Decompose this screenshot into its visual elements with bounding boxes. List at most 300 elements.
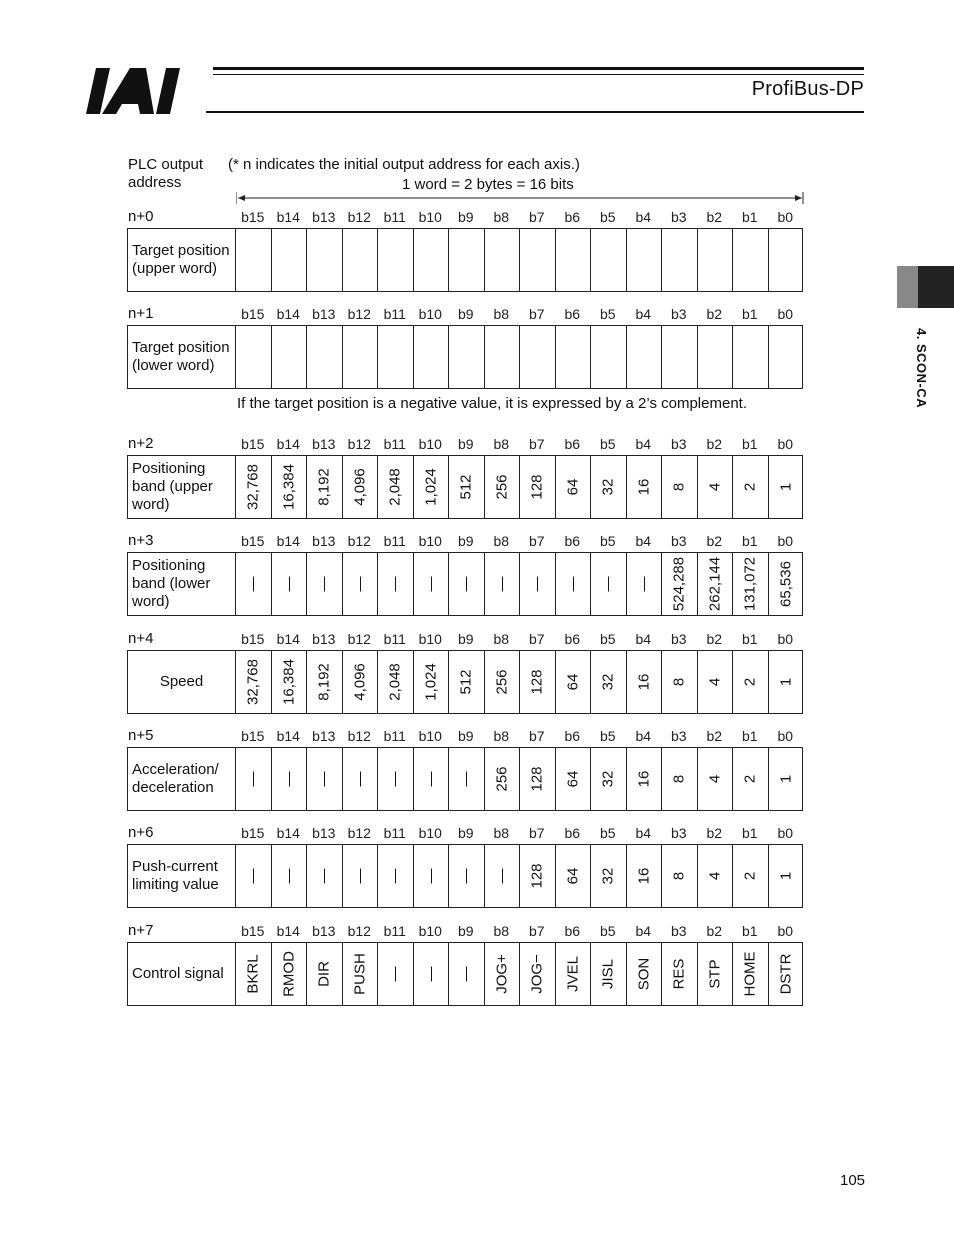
- bit-cell: [414, 456, 450, 518]
- word-size-note: 1 word = 2 bytes = 16 bits: [402, 176, 574, 193]
- register-name: Positioning band (upper word): [128, 456, 236, 518]
- bit-value: 16: [635, 770, 653, 788]
- bit-label: b5: [599, 825, 616, 841]
- bit-cell: [733, 748, 769, 810]
- bit-label: b7: [528, 923, 545, 939]
- bit-value: SON: [635, 957, 653, 991]
- bit-value: 4,096: [351, 663, 369, 701]
- bit-cell: [236, 748, 272, 810]
- bit-label: b3: [670, 923, 687, 939]
- bit-label: b11: [383, 631, 406, 647]
- bit-cell: [627, 229, 663, 291]
- bit-cell: [272, 651, 308, 713]
- bit-label: b11: [383, 825, 406, 841]
- bit-cell: [343, 748, 379, 810]
- bit-cell: [414, 748, 450, 810]
- address-offset-label: n+3: [128, 532, 154, 549]
- bit-label: b3: [670, 631, 687, 647]
- bit-label: b13: [312, 436, 336, 452]
- bit-cell: [698, 229, 734, 291]
- bit-label: b2: [706, 306, 723, 322]
- bit-label: b14: [276, 306, 300, 322]
- bit-value: 16: [635, 673, 653, 691]
- bit-label: b9: [457, 631, 474, 647]
- bit-label: b4: [635, 631, 652, 647]
- bit-label: b3: [670, 533, 687, 549]
- register-table: [127, 325, 803, 389]
- header-rule: [206, 111, 864, 113]
- register-name: Positioning band (lower word): [128, 553, 236, 615]
- bit-cell: [520, 553, 556, 615]
- bit-label: b1: [741, 728, 758, 744]
- bit-cell: [591, 943, 627, 1005]
- bit-cell: [378, 845, 414, 907]
- chapter-tab-marker: [918, 266, 954, 308]
- word-span-arrow: [236, 192, 804, 204]
- bit-value: JISL: [599, 958, 617, 990]
- bit-cell: [449, 326, 485, 388]
- bit-cell: [662, 229, 698, 291]
- header-rule: [213, 74, 864, 75]
- bit-label: b8: [493, 631, 510, 647]
- bit-cell: [556, 229, 592, 291]
- bit-label: b4: [635, 209, 652, 225]
- register-name: Speed: [128, 651, 236, 713]
- bit-value: 256: [493, 669, 511, 695]
- bit-label: b4: [635, 923, 652, 939]
- bit-label: b0: [777, 923, 794, 939]
- bit-cell: [236, 845, 272, 907]
- register-table: [127, 650, 803, 714]
- bit-value: 256: [493, 766, 511, 792]
- bit-value: 64: [564, 673, 582, 691]
- bit-label: b5: [599, 631, 616, 647]
- bit-label: b6: [564, 306, 581, 322]
- bit-value: —: [457, 576, 475, 592]
- bit-value: 512: [457, 669, 475, 695]
- bit-value: DSTR: [777, 953, 795, 995]
- bit-value: 4: [706, 482, 724, 492]
- bit-label: b2: [706, 436, 723, 452]
- bit-label: b4: [635, 436, 652, 452]
- bit-cell: [272, 748, 308, 810]
- bit-label: b12: [347, 728, 371, 744]
- bit-cell: [307, 229, 343, 291]
- bit-label: b10: [418, 306, 442, 322]
- bit-cell: [662, 651, 698, 713]
- address-offset-label: n+0: [128, 208, 154, 225]
- bit-cell: [662, 943, 698, 1005]
- bit-cell: [236, 553, 272, 615]
- bit-value: —: [244, 576, 262, 592]
- bit-cell: [662, 748, 698, 810]
- bit-label: b1: [741, 306, 758, 322]
- bit-cell: [662, 456, 698, 518]
- bit-cell: [449, 229, 485, 291]
- address-offset-label: n+4: [128, 630, 154, 647]
- bit-label: b3: [670, 728, 687, 744]
- bit-label: b7: [528, 631, 545, 647]
- bit-label: b10: [418, 533, 442, 549]
- bit-label: b10: [418, 825, 442, 841]
- bit-label: b5: [599, 533, 616, 549]
- bit-cell: [307, 456, 343, 518]
- bit-header-row: [126, 626, 804, 646]
- bit-cell: [556, 943, 592, 1005]
- bit-label: b15: [241, 923, 265, 939]
- bit-value: 128: [528, 863, 546, 889]
- bit-label: b12: [347, 436, 371, 452]
- bit-label: b1: [741, 825, 758, 841]
- bit-value: 8: [670, 482, 688, 492]
- bit-cell: [343, 943, 379, 1005]
- bit-cell: [591, 845, 627, 907]
- bit-value: 131,072: [741, 556, 759, 612]
- bit-cell: [627, 553, 663, 615]
- bit-value: 2: [741, 677, 759, 687]
- bit-label: b7: [528, 306, 545, 322]
- bit-label: b10: [418, 923, 442, 939]
- bit-label: b3: [670, 306, 687, 322]
- register-name: Control signal: [128, 943, 236, 1005]
- register-table: [127, 552, 803, 616]
- bit-value: 1,024: [422, 663, 440, 701]
- bit-label: b6: [564, 728, 581, 744]
- bit-label: b15: [241, 209, 265, 225]
- bit-label: b6: [564, 631, 581, 647]
- bit-label: b12: [347, 923, 371, 939]
- bit-value: JOG−: [528, 954, 546, 994]
- bit-label: b5: [599, 436, 616, 452]
- bit-label: b8: [493, 923, 510, 939]
- bit-cell: [414, 943, 450, 1005]
- bit-value: 8: [670, 677, 688, 687]
- bit-value: —: [386, 576, 404, 592]
- bit-label: b6: [564, 436, 581, 452]
- bit-cell: [627, 651, 663, 713]
- bit-value: —: [315, 868, 333, 884]
- bit-cell: [414, 553, 450, 615]
- bit-value: 32: [599, 867, 617, 885]
- bit-value: 128: [528, 474, 546, 500]
- bit-label: b9: [457, 306, 474, 322]
- bit-value: —: [280, 771, 298, 787]
- bit-value: 32: [599, 478, 617, 496]
- bit-cell: [378, 456, 414, 518]
- bit-cell: [378, 553, 414, 615]
- bit-value: 4,096: [351, 468, 369, 506]
- bit-cell: [307, 326, 343, 388]
- chapter-label: 4. SCON-CA: [914, 328, 929, 409]
- bit-label: b11: [383, 728, 406, 744]
- bit-value: 128: [528, 766, 546, 792]
- negative-value-note: If the target position is a negative value, it is expressed by a 2’s complement.: [237, 395, 747, 412]
- bit-cell: [556, 748, 592, 810]
- bit-label: b8: [493, 533, 510, 549]
- bit-value: —: [386, 868, 404, 884]
- bit-value: —: [493, 576, 511, 592]
- bit-value: —: [528, 576, 546, 592]
- bit-cell: [343, 326, 379, 388]
- bit-cell: [733, 456, 769, 518]
- bit-header-row: [126, 918, 804, 938]
- bit-value: —: [315, 771, 333, 787]
- bit-cell: [733, 943, 769, 1005]
- bit-cell: [272, 326, 308, 388]
- bit-label: b11: [383, 209, 406, 225]
- bit-label: b15: [241, 533, 265, 549]
- bit-cell: [307, 943, 343, 1005]
- bit-value: 2: [741, 871, 759, 881]
- bit-cell: [449, 943, 485, 1005]
- bit-label: b14: [276, 728, 300, 744]
- bit-label: b2: [706, 825, 723, 841]
- bit-label: b4: [635, 728, 652, 744]
- bit-label: b14: [276, 631, 300, 647]
- bit-cell: [769, 456, 805, 518]
- bit-header-row: [126, 820, 804, 840]
- bit-label: b12: [347, 631, 371, 647]
- bit-value: —: [422, 576, 440, 592]
- bit-label: b9: [457, 923, 474, 939]
- bit-value: 2,048: [386, 663, 404, 701]
- bit-label: b12: [347, 533, 371, 549]
- bit-cell: [378, 748, 414, 810]
- bit-cell: [485, 456, 521, 518]
- bit-label: b0: [777, 533, 794, 549]
- bit-label: b10: [418, 631, 442, 647]
- bit-cell: [698, 651, 734, 713]
- header-rule: [213, 67, 864, 70]
- bit-cell: [449, 456, 485, 518]
- bit-value: RMOD: [280, 951, 298, 997]
- bit-cell: [378, 326, 414, 388]
- bit-cell: [449, 553, 485, 615]
- bit-cell: [449, 748, 485, 810]
- bit-label: b13: [312, 533, 336, 549]
- bit-label: b11: [383, 923, 406, 939]
- bit-label: b14: [276, 825, 300, 841]
- bit-value: 1,024: [422, 468, 440, 506]
- bit-cell: [307, 845, 343, 907]
- bit-cell: [272, 229, 308, 291]
- bit-label: b2: [706, 631, 723, 647]
- bit-value: 524,288: [670, 556, 688, 612]
- bit-label: b9: [457, 436, 474, 452]
- bit-cell: [272, 553, 308, 615]
- bit-cell: [556, 326, 592, 388]
- bit-value: —: [386, 771, 404, 787]
- bit-label: b5: [599, 923, 616, 939]
- bit-cell: [378, 651, 414, 713]
- bit-cell: [520, 229, 556, 291]
- bit-label: b0: [777, 825, 794, 841]
- bit-value: 8,192: [315, 468, 333, 506]
- register-name: Push-current limiting value: [128, 845, 236, 907]
- bit-value: PUSH: [351, 953, 369, 995]
- bit-value: HOME: [741, 951, 759, 997]
- bit-header-row: [126, 723, 804, 743]
- bit-label: b4: [635, 306, 652, 322]
- bit-cell: [520, 456, 556, 518]
- bit-label: b9: [457, 825, 474, 841]
- bit-cell: [698, 943, 734, 1005]
- bit-label: b13: [312, 631, 336, 647]
- bit-label: b14: [276, 923, 300, 939]
- register-table: [127, 747, 803, 811]
- bit-label: b15: [241, 825, 265, 841]
- bit-cell: [449, 651, 485, 713]
- bit-cell: [520, 326, 556, 388]
- plc-output-address-label: PLC output address: [128, 156, 204, 191]
- bit-label: b8: [493, 306, 510, 322]
- register-table: [127, 455, 803, 519]
- address-offset-label: n+5: [128, 727, 154, 744]
- bit-cell: [733, 326, 769, 388]
- bit-cell: [627, 456, 663, 518]
- bit-value: BKRL: [244, 954, 262, 994]
- bit-cell: [627, 326, 663, 388]
- bit-value: —: [244, 868, 262, 884]
- bit-cell: [343, 553, 379, 615]
- bit-cell: [520, 651, 556, 713]
- bit-cell: [769, 651, 805, 713]
- bit-label: b6: [564, 923, 581, 939]
- bit-label: b0: [777, 728, 794, 744]
- register-name: Target position (lower word): [128, 326, 236, 388]
- bit-value: 262,144: [706, 556, 724, 612]
- bit-value: —: [351, 576, 369, 592]
- bit-label: b5: [599, 306, 616, 322]
- bit-label: b0: [777, 631, 794, 647]
- bit-cell: [236, 229, 272, 291]
- register-name: Acceleration/ deceleration: [128, 748, 236, 810]
- bit-label: b8: [493, 728, 510, 744]
- bit-label: b12: [347, 825, 371, 841]
- bit-label: b15: [241, 436, 265, 452]
- bit-cell: [591, 748, 627, 810]
- bit-cell: [520, 748, 556, 810]
- bit-cell: [520, 943, 556, 1005]
- bit-label: b1: [741, 436, 758, 452]
- bit-label: b9: [457, 533, 474, 549]
- bit-cell: [236, 943, 272, 1005]
- bit-value: RES: [670, 958, 688, 990]
- bit-label: b1: [741, 631, 758, 647]
- bit-label: b13: [312, 209, 336, 225]
- bit-label: b13: [312, 728, 336, 744]
- bit-cell: [414, 845, 450, 907]
- bit-cell: [236, 456, 272, 518]
- bit-label: b13: [312, 825, 336, 841]
- bit-cell: [414, 229, 450, 291]
- bit-value: —: [422, 868, 440, 884]
- bit-label: b4: [635, 533, 652, 549]
- bit-value: 512: [457, 474, 475, 500]
- bit-cell: [343, 456, 379, 518]
- bit-label: b13: [312, 923, 336, 939]
- bit-label: b13: [312, 306, 336, 322]
- bit-cell: [733, 553, 769, 615]
- bit-header-row: [126, 204, 804, 224]
- bit-label: b7: [528, 533, 545, 549]
- bit-cell: [591, 326, 627, 388]
- bit-value: 4: [706, 774, 724, 784]
- bit-label: b14: [276, 436, 300, 452]
- bit-cell: [733, 229, 769, 291]
- register-table: [127, 942, 803, 1006]
- bit-value: 8,192: [315, 663, 333, 701]
- bit-value: —: [599, 576, 617, 592]
- bit-label: b1: [741, 923, 758, 939]
- bit-cell: [307, 553, 343, 615]
- bit-cell: [520, 845, 556, 907]
- bit-label: b7: [528, 436, 545, 452]
- bit-value: 16,384: [280, 659, 298, 705]
- bit-label: b2: [706, 923, 723, 939]
- bit-label: b4: [635, 825, 652, 841]
- bit-value: 8: [670, 871, 688, 881]
- bit-cell: [698, 845, 734, 907]
- bit-cell: [769, 748, 805, 810]
- bit-value: 64: [564, 770, 582, 788]
- bit-label: b9: [457, 209, 474, 225]
- bit-label: b11: [383, 533, 406, 549]
- bit-cell: [591, 553, 627, 615]
- bit-cell: [698, 748, 734, 810]
- bit-value: —: [564, 576, 582, 592]
- address-offset-label: n+1: [128, 305, 154, 322]
- bit-value: 1: [777, 871, 795, 881]
- bit-header-row: [126, 301, 804, 321]
- bit-value: —: [457, 868, 475, 884]
- bit-value: —: [280, 576, 298, 592]
- bit-label: b15: [241, 728, 265, 744]
- bit-value: 2,048: [386, 468, 404, 506]
- chapter-tab-marker: [897, 266, 918, 308]
- bit-cell: [662, 326, 698, 388]
- bit-label: b8: [493, 209, 510, 225]
- bit-cell: [343, 845, 379, 907]
- bit-label: b6: [564, 209, 581, 225]
- bit-cell: [698, 456, 734, 518]
- bit-cell: [556, 456, 592, 518]
- bit-value: 1: [777, 677, 795, 687]
- bit-cell: [485, 651, 521, 713]
- bit-cell: [698, 553, 734, 615]
- bit-cell: [627, 845, 663, 907]
- bit-value: 8: [670, 774, 688, 784]
- bit-cell: [378, 229, 414, 291]
- bit-label: b9: [457, 728, 474, 744]
- bit-cell: [485, 845, 521, 907]
- bit-cell: [272, 943, 308, 1005]
- bit-cell: [769, 845, 805, 907]
- bit-label: b0: [777, 209, 794, 225]
- bit-cell: [733, 651, 769, 713]
- bit-label: b10: [418, 436, 442, 452]
- bit-value: —: [244, 771, 262, 787]
- bit-label: b3: [670, 825, 687, 841]
- bit-value: 4: [706, 677, 724, 687]
- bit-label: b1: [741, 209, 758, 225]
- bit-value: 4: [706, 871, 724, 881]
- bit-cell: [485, 943, 521, 1005]
- bit-value: 256: [493, 474, 511, 500]
- bit-cell: [414, 326, 450, 388]
- bit-cell: [591, 456, 627, 518]
- bit-cell: [307, 748, 343, 810]
